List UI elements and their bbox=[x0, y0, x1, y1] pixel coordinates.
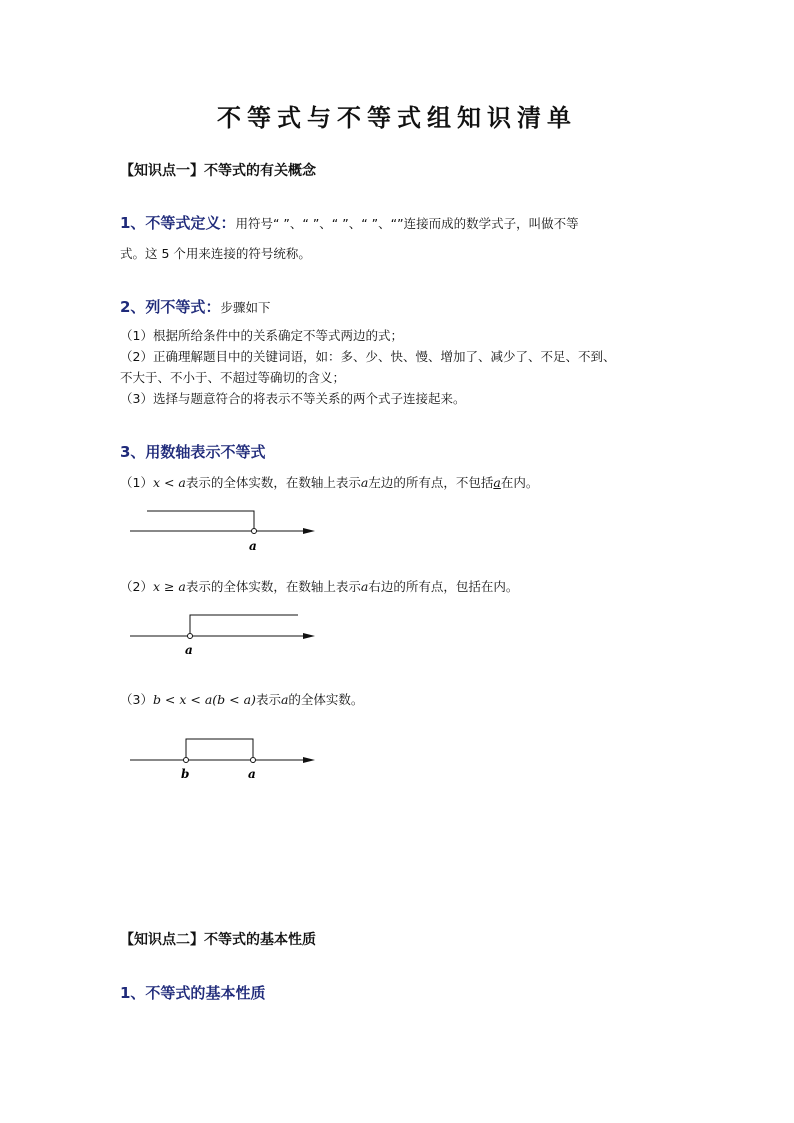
section-2-step-1: （1）根据所给条件中的关系确定不等式两边的式； bbox=[120, 328, 403, 343]
section-2-step-2b: 不大于、不小于、不超过等确切的含义； bbox=[120, 370, 346, 385]
item-2-var: a bbox=[360, 579, 369, 594]
axis-arrow-icon bbox=[303, 528, 315, 534]
item-3-expression: b < x < a(b < a) bbox=[152, 692, 256, 707]
point-label-a: a bbox=[248, 767, 256, 781]
number-line-3 bbox=[125, 729, 325, 789]
point-label-a: a bbox=[249, 539, 257, 553]
number-line-2 bbox=[125, 605, 325, 665]
number-line-item-1 bbox=[120, 473, 538, 491]
item-3-number: （3） bbox=[120, 692, 153, 707]
section-1-heading: 1、不等式定义： bbox=[120, 214, 236, 232]
section-2-step-2a: （2）正确理解题目中的关键词语，如：多、少、快、慢、增加了、减少了、不足、不到、 bbox=[120, 349, 616, 364]
open-point-a bbox=[251, 758, 256, 763]
point-label-a: a bbox=[185, 643, 193, 657]
section-list-inequality bbox=[120, 296, 270, 317]
section-1-line-1: 用符号“ ”、“ ”、“ ”、“ ”、“”连接而成的数学式子，叫做不等 bbox=[235, 216, 579, 231]
item-1-text-b: 左边的所有点，不包括 bbox=[368, 475, 494, 490]
section-2-intro: 步骤如下 bbox=[220, 300, 271, 315]
point-label-b: b bbox=[181, 767, 190, 781]
item-2-expression: x ≥ a bbox=[152, 579, 186, 594]
item-2-text-a: 表示的全体实数，在数轴上表示 bbox=[185, 579, 361, 594]
number-line-item-2 bbox=[120, 577, 518, 595]
item-2-text-b: 右边的所有点，包括在内。 bbox=[368, 579, 519, 594]
item-2-number: （2） bbox=[120, 579, 153, 594]
number-line-1 bbox=[125, 500, 325, 560]
solution-range-right bbox=[190, 615, 298, 633]
item-1-var: a bbox=[360, 475, 369, 490]
number-line-item-3 bbox=[120, 690, 363, 708]
point-a bbox=[188, 634, 193, 639]
item-1-number: （1） bbox=[120, 475, 153, 490]
section-2-step-3: （3）选择与题意符合的将表示不等关系的两个式子连接起来。 bbox=[120, 391, 466, 406]
axis-arrow-icon bbox=[303, 757, 315, 763]
item-3-text-a: 表示 bbox=[255, 692, 281, 707]
item-1-text-c: 在内。 bbox=[500, 475, 539, 490]
item-1-var-2: a bbox=[493, 475, 501, 490]
section-inequality-definition bbox=[120, 212, 579, 233]
section-3-heading: 3、用数轴表示不等式 bbox=[120, 443, 266, 461]
knowledge-point-2-label: 【知识点二】不等式的基本性质 bbox=[120, 932, 316, 948]
knowledge-point-1-label: 【知识点一】不等式的有关概念 bbox=[120, 163, 316, 179]
item-3-var: a bbox=[280, 692, 289, 707]
item-1-text-a: 表示的全体实数，在数轴上表示 bbox=[185, 475, 361, 490]
section-4-heading: 1、不等式的基本性质 bbox=[120, 984, 266, 1002]
axis-arrow-icon bbox=[303, 633, 315, 639]
item-1-expression: x < a bbox=[152, 475, 186, 490]
section-1-line-2: 式。这 5 个用来连接的符号统称。 bbox=[120, 246, 311, 261]
solution-range-left bbox=[147, 511, 254, 528]
open-point-a bbox=[252, 529, 257, 534]
page-title: 不等式与不等式组知识清单 bbox=[217, 103, 577, 132]
section-2-heading: 2、列不等式： bbox=[120, 298, 221, 316]
item-3-text-b: 的全体实数。 bbox=[288, 692, 364, 707]
solution-range-between bbox=[186, 739, 253, 757]
open-point-b bbox=[184, 758, 189, 763]
